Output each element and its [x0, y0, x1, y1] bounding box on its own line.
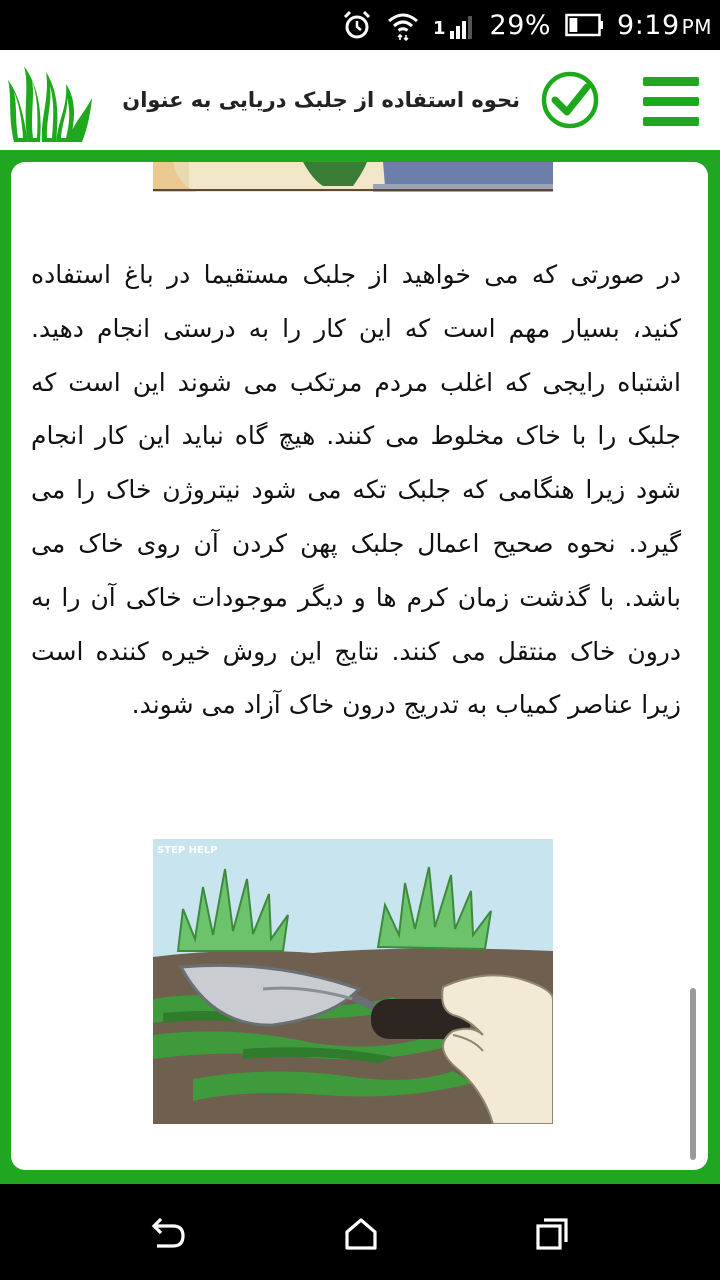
clock-ampm: PM	[681, 14, 712, 39]
menu-bar	[643, 117, 699, 126]
clock-time: 9:19	[617, 9, 680, 41]
app-bar	[0, 50, 720, 150]
status-bar-right	[341, 0, 712, 50]
previous-illustration	[153, 162, 553, 192]
check-circle-icon[interactable]	[540, 70, 600, 130]
menu-bar	[643, 77, 699, 86]
seaweed-logo-icon[interactable]	[6, 58, 96, 146]
system-nav-bar	[0, 1184, 720, 1280]
alarm-icon	[341, 9, 373, 41]
illustration-watermark: STEP HELP	[157, 845, 218, 856]
signal-icon	[433, 9, 476, 41]
article-paragraph: در صورتی که می خواهید از جلبک مستقیما در باغ استفاده کنید، بسیار مهم است که این کار را به درستی انجام دهید. اشتباه رایجی که اغلب مردم مرتکب می شوند این است که جلبک را با خاک مخلوط می کنند. هیچ گاه نباید این کار انجام شود زیرا هنگامی که جلبک تکه می شود نیتروژن خاک را می گیرد. نحوه صحیح اعمال جلبک پهن کردن آن روی خاک می باشد. با گذشت زمان کرم ها و دیگر موجودات خاکی آن را به درون خاک منتقل می کنند. نتایج این روش خیره کننده است زیرا عناصر کمیاب به تدریج درون خاک آزاد می شوند.	[31, 260, 681, 720]
battery-level	[570, 18, 578, 32]
status-bar	[0, 0, 720, 50]
recent-apps-icon[interactable]	[532, 1214, 572, 1254]
wifi-icon	[387, 9, 419, 41]
clock	[617, 10, 712, 41]
seaweed-mulch-illustration	[153, 839, 553, 1124]
battery-icon	[565, 13, 603, 37]
menu-bar	[643, 97, 699, 106]
battery-percent: 29%	[489, 9, 552, 41]
home-icon[interactable]	[341, 1214, 381, 1254]
hamburger-menu-icon[interactable]	[643, 77, 699, 127]
scrollbar[interactable]	[690, 988, 696, 1160]
content-frame	[0, 150, 720, 1184]
article-card[interactable]	[11, 162, 708, 1170]
signal-label: 1	[432, 18, 446, 39]
page-title: نحوه استفاده از جلبک دریایی به عنوان	[122, 88, 520, 112]
back-icon[interactable]	[147, 1214, 187, 1254]
